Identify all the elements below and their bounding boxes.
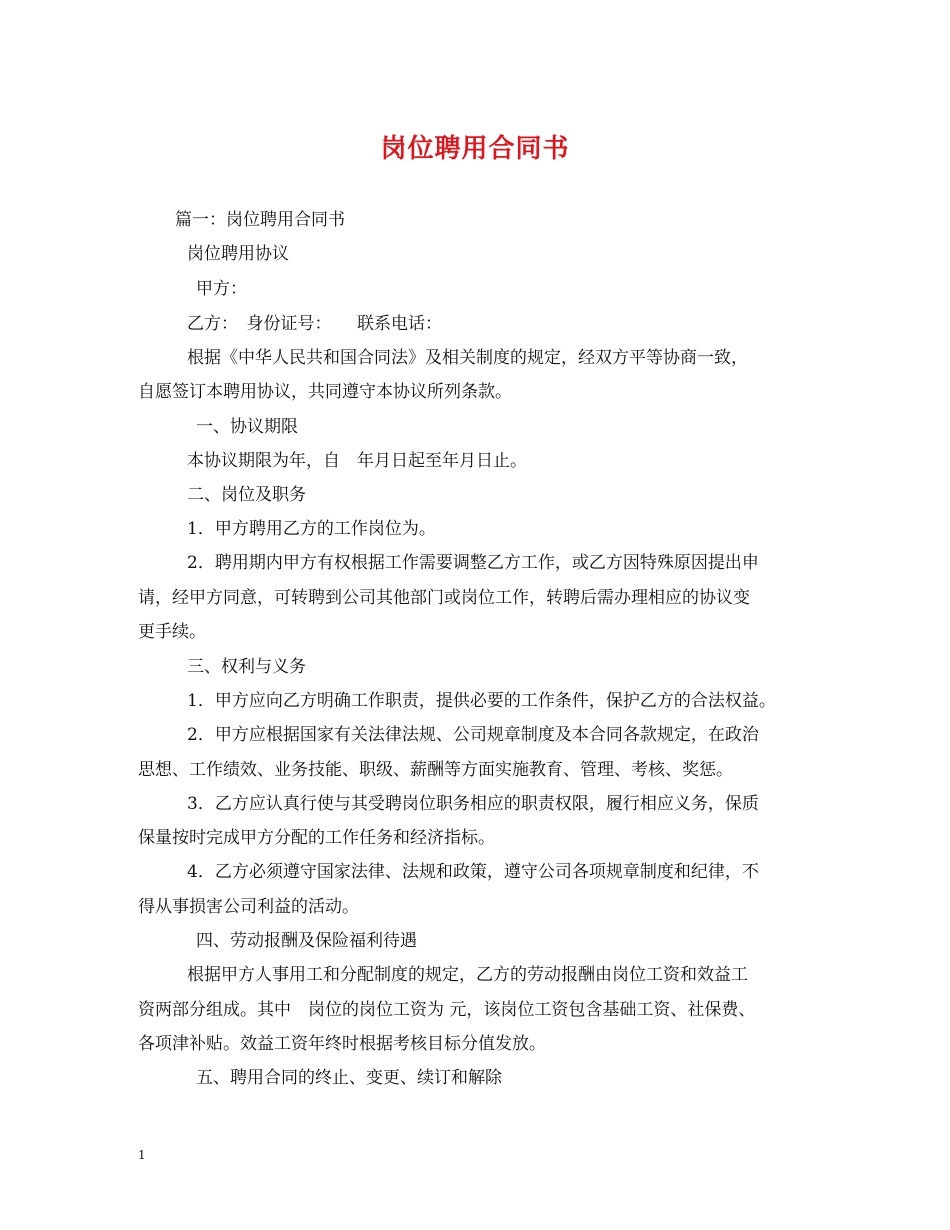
paragraph-line: 思想、工作绩效、业务技能、职级、薪酬等方面实施教育、管理、考核、奖惩。 <box>138 760 733 780</box>
clause-heading: 四、劳动报酬及保险福利待遇 <box>196 931 417 951</box>
paragraph-line: 请，经甲方同意，可转聘到公司其他部门或岗位工作，转聘后需办理相应的协议变 <box>138 588 750 608</box>
party-b-line: 乙方： 身份证号： 联系电话： <box>187 314 442 334</box>
clause-heading: 五、聘用合同的终止、变更、续订和解除 <box>196 1068 502 1088</box>
paragraph-line: 1．甲方应向乙方明确工作职责，提供必要的工作条件，保护乙方的合法权益。 <box>187 691 776 711</box>
page-number: 1 <box>138 1148 146 1162</box>
agreement-heading: 岗位聘用协议 <box>187 244 289 264</box>
clause-heading: 二、岗位及职务 <box>187 485 306 505</box>
paragraph-line: 根据《中华人民共和国合同法》及相关制度的规定，经双方平等协商一致， <box>187 348 748 368</box>
paragraph-line: 2．聘用期内甲方有权根据工作需要调整乙方工作，或乙方因特殊原因提出申 <box>187 553 759 573</box>
paragraph-line: 4．乙方必须遵守国家法律、法规和政策，遵守公司各项规章制度和纪律，不 <box>187 862 759 882</box>
clause-heading: 一、协议期限 <box>196 417 298 437</box>
paragraph-line: 1．甲方聘用乙方的工作岗位为。 <box>187 519 436 539</box>
section-heading: 篇一：岗位聘用合同书 <box>175 210 345 230</box>
paragraph-line: 各项津补贴。效益工资年终时根据考核目标分值发放。 <box>138 1034 546 1054</box>
paragraph-line: 更手续。 <box>138 622 206 642</box>
document-title: 岗位聘用合同书 <box>380 134 570 164</box>
paragraph-line: 2．甲方应根据国家有关法律法规、公司规章制度及本合同各款规定，在政治 <box>187 725 759 745</box>
paragraph-line: 本协议期限为年，自 年月日起至年月日止。 <box>187 451 527 471</box>
paragraph-line: 3．乙方应认真行使与其受聘岗位职务相应的职责权限，履行相应义务，保质 <box>187 794 759 814</box>
paragraph-line: 资两部分组成。其中 岗位的岗位工资为 元，该岗位工资包含基础工资、社保费、 <box>138 1000 756 1020</box>
paragraph-line: 自愿签订本聘用协议，共同遵守本协议所列条款。 <box>138 382 512 402</box>
party-a-line: 甲方： <box>196 279 247 299</box>
paragraph-line: 得从事损害公司利益的活动。 <box>138 897 359 917</box>
paragraph-line: 根据甲方人事用工和分配制度的规定，乙方的劳动报酬由岗位工资和效益工 <box>187 965 748 985</box>
clause-heading: 三、权利与义务 <box>187 657 306 677</box>
paragraph-line: 保量按时完成甲方分配的工作任务和经济指标。 <box>138 828 495 848</box>
